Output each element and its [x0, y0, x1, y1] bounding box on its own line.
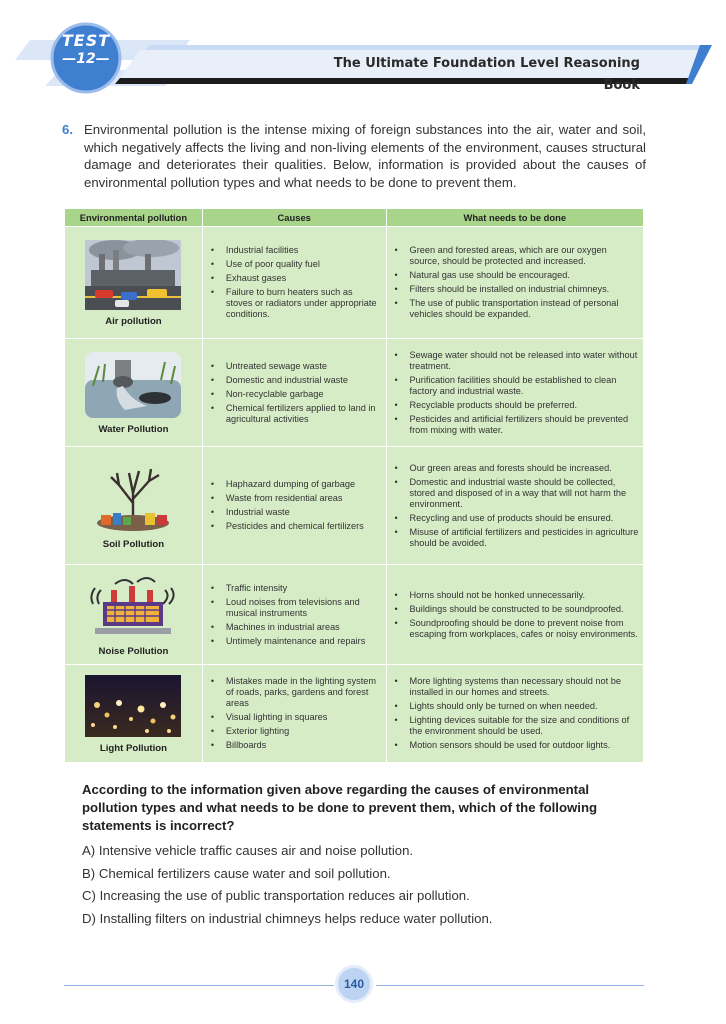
book-title: The Ultimate Foundation Level Reasoning Book	[333, 56, 640, 93]
list-item: • Recycling and use of products should be ensured.	[393, 513, 639, 524]
water-pollution-cell	[65, 339, 203, 447]
actions-cell	[386, 565, 643, 665]
page-number: 140	[335, 965, 373, 1003]
pollution-type-label: Soil Pollution	[102, 539, 165, 550]
actions-cell	[386, 665, 643, 763]
list-item: • Sewage water should not be released into water without treatment.	[393, 350, 639, 372]
sewage-pipe-image	[85, 352, 181, 418]
pollution-type-label: Water Pollution	[98, 424, 169, 435]
list-item: • Haphazard dumping of garbage	[209, 479, 382, 490]
header-pollution-type: Environmental pollution	[65, 209, 203, 227]
header-causes: Causes	[202, 209, 386, 227]
list-item: • Industrial facilities	[209, 245, 382, 256]
option-c[interactable]: C) Increasing the use of public transportation reduces air pollution.	[82, 888, 470, 903]
list-item: • Lights should only be turned on when needed.	[393, 701, 639, 712]
list-item: • Pesticides and artificial fertilizers should be prevented from mixing with water.	[393, 414, 639, 436]
list-item: • Non-recyclable garbage	[209, 389, 382, 400]
actions-cell	[386, 447, 643, 565]
list-item: • Exhaust gases	[209, 273, 382, 284]
soil-pollution-cell	[65, 447, 203, 565]
noisy-factory-image	[85, 574, 181, 640]
pollution-table	[64, 208, 644, 763]
table-row	[65, 665, 644, 763]
footer-line-left	[64, 985, 334, 986]
list-item: • Traffic intensity	[209, 583, 382, 594]
table-header-row	[65, 209, 644, 227]
list-item: • Filters should be installed on industrial chimneys.	[393, 284, 639, 295]
list-item: • More lighting systems than necessary should not be installed in our homes and streets.	[393, 676, 639, 698]
list-item: • Mistakes made in the lighting system of roads, parks, gardens and forest areas	[209, 676, 382, 709]
list-item: • Domestic and industrial waste	[209, 375, 382, 386]
list-item: • Horns should not be honked unnecessarily.	[393, 590, 639, 601]
list-item: • Recyclable products should be preferred.	[393, 400, 639, 411]
list-item: • Our green areas and forests should be increased.	[393, 463, 639, 474]
list-item: • Untimely maintenance and repairs	[209, 636, 382, 647]
footer-line-right	[376, 985, 644, 986]
list-item: • Untreated sewage waste	[209, 361, 382, 372]
list-item: • Machines in industrial areas	[209, 622, 382, 633]
list-item: • Industrial waste	[209, 507, 382, 518]
test-number: —12—	[62, 51, 110, 67]
actions-cell	[386, 227, 643, 339]
test-badge	[52, 32, 120, 68]
list-item: • Misuse of artificial fertilizers and pesticides in agriculture should be avoided.	[393, 527, 639, 549]
test-label: TEST	[61, 31, 111, 50]
list-item: • Buildings should be constructed to be soundproofed.	[393, 604, 639, 615]
pollution-type-label: Noise Pollution	[98, 646, 169, 657]
header-actions: What needs to be done	[386, 209, 643, 227]
causes-cell	[202, 565, 386, 665]
noise-pollution-cell	[65, 565, 203, 665]
list-item: • Failure to burn heaters such as stoves or radiators under appropriate conditions.	[209, 287, 382, 320]
factory-smoke-traffic-image	[85, 240, 181, 310]
question-prompt: According to the information given above regarding the causes of environmental pollution types and what needs to be done to prevent them, which of the following statements is incorrect?	[82, 782, 598, 833]
list-item: • Exterior lighting	[209, 726, 382, 737]
table-row	[65, 565, 644, 665]
city-lights-night-image	[85, 675, 181, 737]
table-row	[65, 227, 644, 339]
list-item: • Domestic and industrial waste should be collected, stored and disposed of in a way that will not harm the environment.	[393, 477, 639, 510]
light-pollution-cell	[65, 665, 203, 763]
list-item: • Use of poor quality fuel	[209, 259, 382, 270]
list-item: • Billboards	[209, 740, 382, 751]
list-item: • Motion sensors should be used for outdoor lights.	[393, 740, 639, 751]
page-header	[0, 0, 726, 110]
table-row	[65, 447, 644, 565]
question-number: 6.	[62, 122, 73, 137]
list-item: • Chemical fertilizers applied to land in agricultural activities	[209, 403, 382, 425]
pollution-type-label: Light Pollution	[99, 743, 168, 754]
option-a[interactable]: A) Intensive vehicle traffic causes air and noise pollution.	[82, 843, 414, 858]
causes-cell	[202, 665, 386, 763]
actions-cell	[386, 339, 643, 447]
air-pollution-cell	[65, 227, 203, 339]
dead-tree-garbage-image	[93, 463, 173, 533]
option-b[interactable]: B) Chemical fertilizers cause water and soil pollution.	[82, 865, 391, 881]
list-item: • Pesticides and chemical fertilizers	[209, 521, 382, 532]
list-item: • Loud noises from televisions and musical instruments	[209, 597, 382, 619]
list-item: • The use of public transportation instead of personal vehicles should be expanded.	[393, 298, 639, 320]
list-item: • Green and forested areas, which are our oxygen source, should be protected and increased.	[393, 245, 639, 267]
causes-cell	[202, 447, 386, 565]
causes-cell	[202, 227, 386, 339]
list-item: • Natural gas use should be encouraged.	[393, 270, 639, 281]
answer-options	[82, 842, 642, 932]
list-item: • Lighting devices suitable for the size and conditions of the environment should be used.	[393, 715, 639, 737]
list-item: • Purification facilities should be established to clean factory and industrial waste.	[393, 375, 639, 397]
table-row	[65, 339, 644, 447]
question-intro-text: Environmental pollution is the intense mixing of foreign substances into the air, water and soil, which negatively affects the living and non-living elements of the environment, causes structural damage and deteriorates their qualities. Below, information is provided about the causes of environmental pollution types and what needs to be done to prevent them.	[84, 122, 646, 190]
list-item: • Soundproofing should be done to prevent noise from escaping from workplaces, cafes or noisy environments.	[393, 618, 639, 640]
option-d[interactable]: D) Installing filters on industrial chimneys helps reduce water pollution.	[82, 910, 493, 926]
pollution-type-label: Air pollution	[105, 316, 162, 327]
question-intro	[64, 121, 646, 191]
list-item: • Visual lighting in squares	[209, 712, 382, 723]
causes-cell	[202, 339, 386, 447]
list-item: • Waste from residential areas	[209, 493, 382, 504]
